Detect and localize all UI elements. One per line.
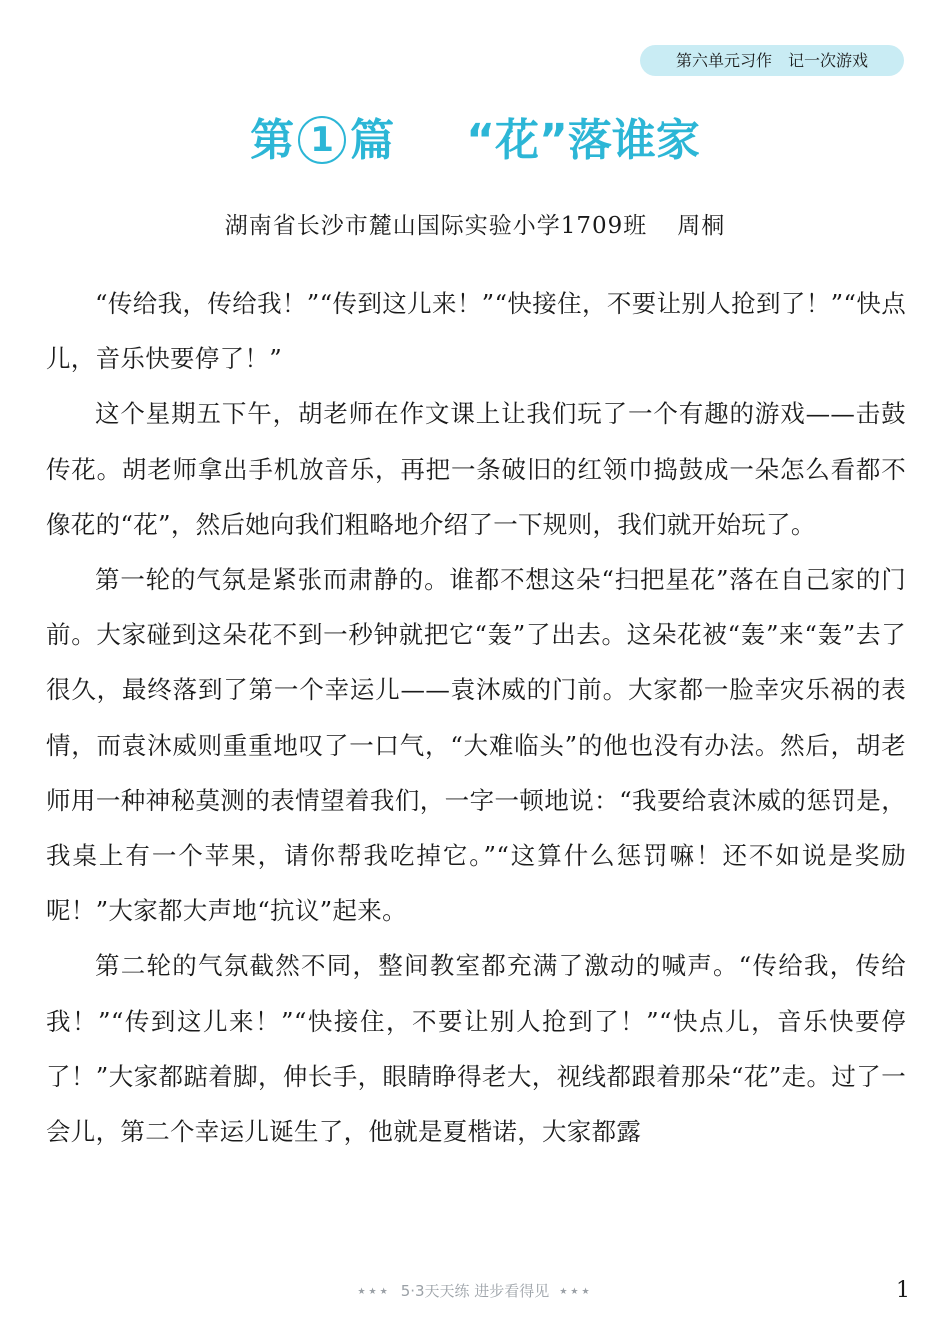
byline-author: 周桐 — [677, 213, 726, 239]
title-text: “花”落谁家 — [466, 115, 700, 166]
paragraph-4: 第二轮的气氛截然不同，整间教室都充满了激动的喊声。“传给我，传给我！”“传到这儿来！”“快接住，不要让别人抢到了！”“快点儿，音乐快要停了！”大家都踮着脚，伸长手，眼睛睁得老大，视线都跟着那朵“花”走。过了一会儿，第二个幸运儿诞生了，他就是夏楷诺，大家都露 — [46, 951, 906, 1147]
footer-stars-right: ★★★ — [559, 1287, 593, 1297]
paragraph-1: “传给我，传给我！”“传到这儿来！”“快接住，不要让别人抢到了！”“快点儿，音乐快要停了！” — [46, 289, 906, 374]
title-prefix: 第 — [250, 115, 295, 166]
article-body — [46, 276, 906, 1159]
footer-stars-left: ★★★ — [357, 1287, 391, 1297]
page-footer — [0, 1280, 950, 1301]
page-number: 1 — [896, 1278, 910, 1303]
section-tag: 第六单元习作 记一次游戏 — [640, 45, 904, 76]
byline — [0, 208, 950, 244]
article-number-badge: 1 — [298, 116, 346, 164]
byline-school: 湖南省长沙市麓山国际实验小学1709班 — [224, 213, 648, 239]
article-title — [0, 110, 950, 172]
paragraph-2: 这个星期五下午，胡老师在作文课上让我们玩了一个有趣的游戏——击鼓传花。胡老师拿出手机放音乐，再把一条破旧的红领巾捣鼓成一朵怎么看都不像花的“花”，然后她向我们粗略地介绍了一下规则，我们就开始玩了。 — [46, 399, 906, 539]
footer-slogan: 5·3天天练 进步看得见 — [400, 1282, 550, 1300]
title-suffix: 篇 — [350, 115, 395, 166]
paragraph-3: 第一轮的气氛是紧张而肃静的。谁都不想这朵“扫把星花”落在自己家的门前。大家碰到这朵花不到一秒钟就把它“轰”了出去。这朵花被“轰”来“轰”去了很久，最终落到了第一个幸运儿——袁沐威的门前。大家都一脸幸灾乐祸的表情，而袁沐威则重重地叹了一口气，“大难临头”的他也没有办法。然后，胡老师用一种神秘莫测的表情望着我们，一字一顿地说：“我要给袁沐威的惩罚是，我桌上有一个苹果，请你帮我吃掉它。”“这算什么惩罚嘛！还不如说是奖励呢！”大家都大声地“抗议”起来。 — [46, 565, 906, 926]
